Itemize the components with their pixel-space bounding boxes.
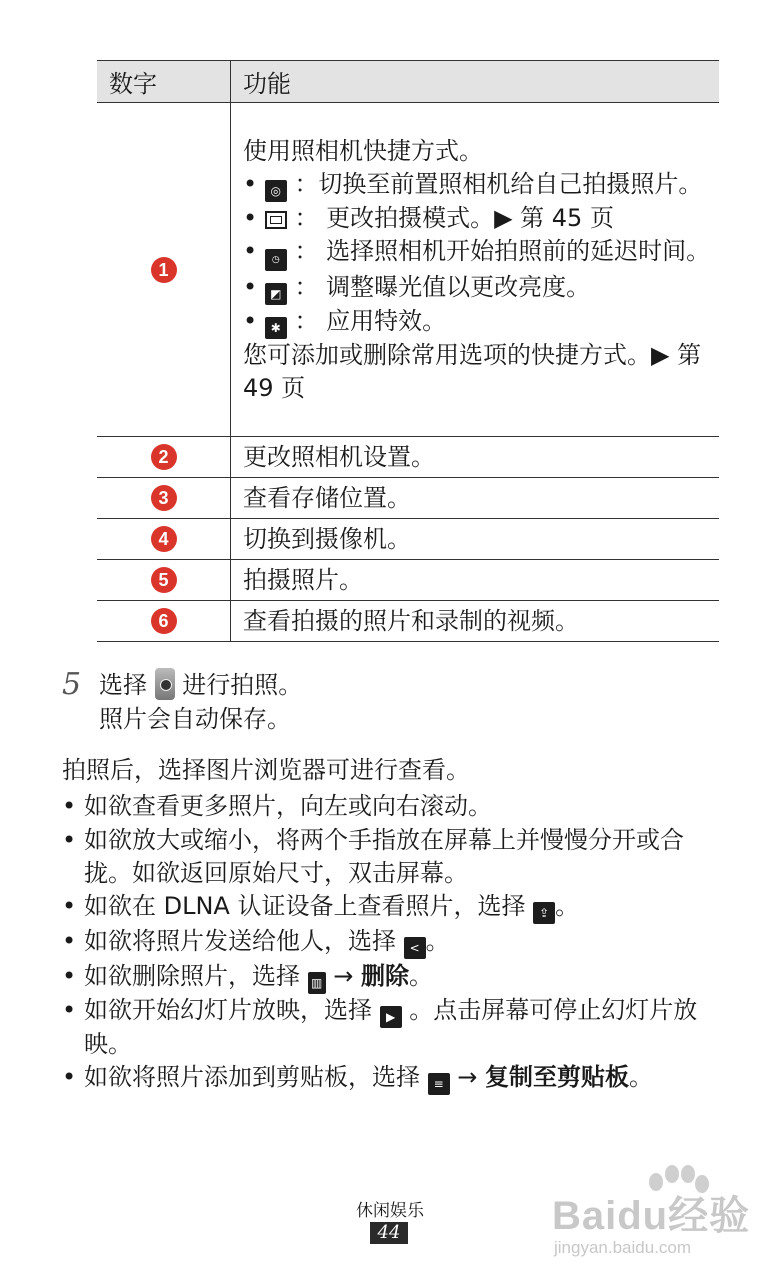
row1-item: • ◎ ：切换至前置照相机给自己拍摄照片。 — [243, 168, 719, 202]
list-item: • 如欲在 DLNA 认证设备上查看照片，选择 ⇪ 。 — [62, 890, 722, 924]
list-item: • 如欲将照片发送给他人，选择 < 。 — [62, 925, 722, 959]
share-icon: < — [404, 937, 426, 959]
table-row — [97, 478, 719, 519]
table-row — [97, 519, 719, 560]
table-row — [97, 601, 719, 642]
paragraph: 拍照后，选择图片浏览器可进行查看。 — [62, 756, 470, 784]
table-header-row — [97, 61, 719, 103]
function-table — [97, 60, 719, 642]
trash-icon: ▥ — [308, 972, 326, 994]
row1-outro: 您可添加或删除常用选项的快捷方式。▶ 第 49 页 — [243, 340, 702, 402]
row1-item: • ◩ ： 调整曝光值以更改亮度。 — [243, 271, 719, 305]
baidu-watermark — [552, 1160, 752, 1270]
number-badge: 5 — [151, 567, 177, 593]
timer-off-icon: ◷ — [265, 249, 287, 271]
row-text: 查看拍摄的照片和录制的视频。 — [231, 601, 720, 642]
row-text: 查看存储位置。 — [231, 478, 720, 519]
step-number: 5 — [62, 667, 82, 702]
row-text: 切换到摄像机。 — [231, 519, 720, 560]
header-function: 功能 — [231, 61, 720, 103]
effects-icon: ✱ — [265, 317, 287, 339]
number-badge: 4 — [151, 526, 177, 552]
table-row — [97, 560, 719, 601]
slideshow-play-icon: ▶ — [380, 1006, 402, 1028]
front-camera-switch-icon: ◎ — [265, 180, 287, 202]
menu-icon: ≡ — [428, 1073, 450, 1095]
number-badge: 2 — [151, 444, 177, 470]
header-number: 数字 — [97, 61, 231, 103]
camera-shutter-icon — [155, 668, 175, 700]
row1-item: • ◷ ： 选择照相机开始拍照前的延迟时间。 — [243, 235, 719, 271]
number-badge: 6 — [151, 608, 177, 634]
row1-intro: 使用照相机快捷方式。 — [243, 136, 483, 165]
watermark-brand: Baidu经验 — [552, 1194, 751, 1238]
list-item: • 如欲将照片添加到剪贴板，选择 ≡ → 复制至剪贴板。 — [62, 1061, 722, 1095]
list-item: • 如欲删除照片，选择 ▥ → 删除。 — [62, 960, 722, 994]
section-title: 休闲娱乐 — [356, 1201, 424, 1221]
table-row — [97, 103, 719, 437]
number-badge: 3 — [151, 485, 177, 511]
row1-item: • ： 更改拍摄模式。▶ 第 45 页 — [243, 203, 614, 232]
row1-item: • ✱ ： 应用特效。 — [243, 305, 719, 339]
watermark-url: jingyan.baidu.com — [554, 1238, 692, 1257]
step-line-2: 照片会自动保存。 — [99, 705, 291, 733]
step-line-1: 选择 进行拍照。 — [99, 668, 302, 702]
row-text: 更改照相机设置。 — [231, 437, 720, 478]
list-item: • 如欲查看更多照片，向左或向右滚动。 — [62, 792, 492, 820]
list-item: • 如欲开始幻灯片放映，选择 ▶ 。点击屏幕可停止幻灯片放映。 — [62, 996, 698, 1058]
exposure-icon: ◩ — [265, 283, 287, 305]
table-row — [97, 437, 719, 478]
shooting-mode-icon — [265, 211, 287, 229]
dlna-share-icon: ⇪ — [533, 902, 555, 924]
page-number: 44 — [370, 1222, 408, 1244]
list-item: • 如欲放大或缩小，将两个手指放在屏幕上并慢慢分开或合拢。如欲返回原始尺寸，双击屏幕。 — [62, 826, 684, 887]
number-badge: 1 — [151, 257, 177, 283]
row-text: 拍摄照片。 — [231, 560, 720, 601]
